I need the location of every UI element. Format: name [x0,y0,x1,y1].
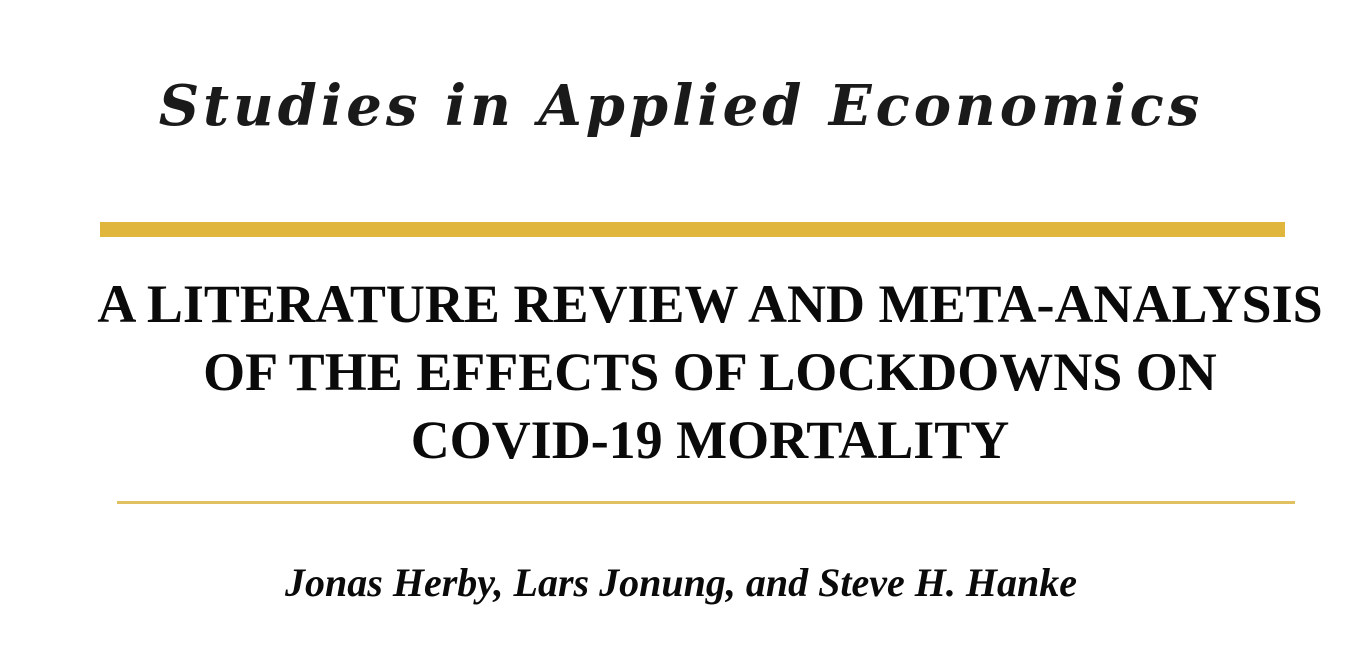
author-list: Jonas Herby, Lars Jonung, and Steve H. Hanke [285,560,1077,605]
paper-title [60,270,1360,474]
gold-divider-thin [117,501,1295,504]
paper-title-line-2: OF THE EFFECTS OF LOCKDOWNS ON [203,342,1217,402]
paper-title-line-3: COVID-19 MORTALITY [410,410,1010,470]
paper-title-line-1: A LITERATURE REVIEW AND META-ANALYSIS [97,274,1323,334]
gold-divider-thick [100,222,1285,237]
series-title: Studies in Applied Economics [158,73,1204,139]
